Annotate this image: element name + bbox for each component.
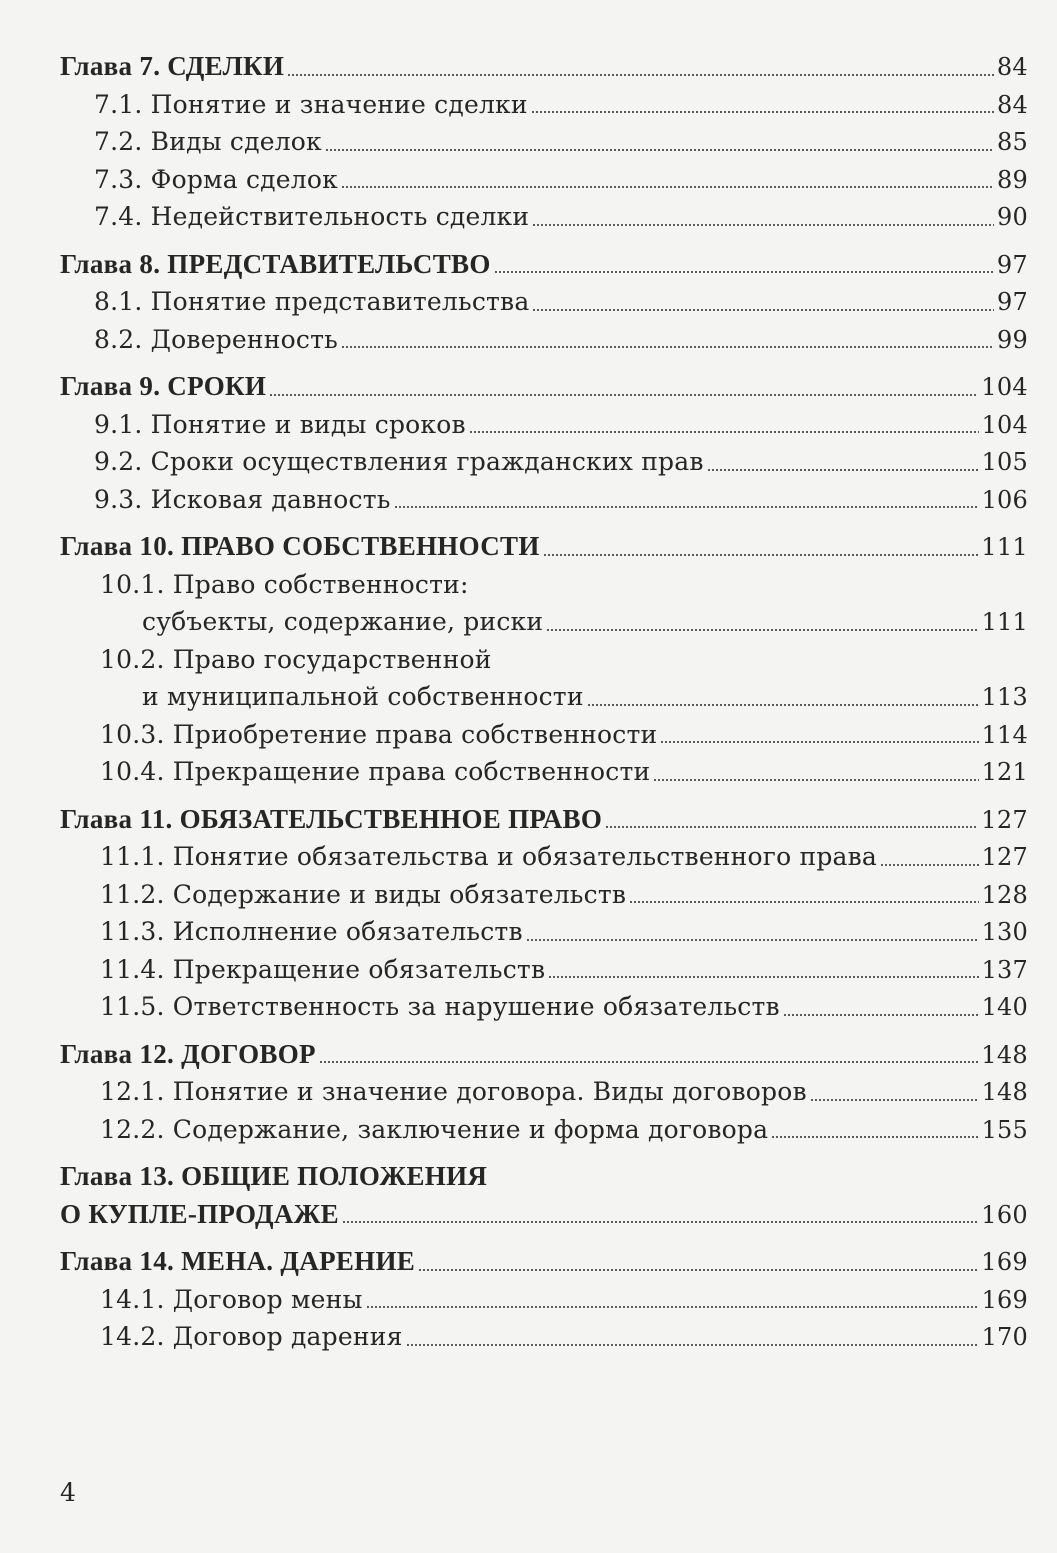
page-ref: 90 [997,203,1028,231]
chapter-heading[interactable] [60,1158,1028,1196]
section-title: 14.2. Договор дарения [100,1322,403,1351]
section-entry[interactable] [60,913,1028,951]
dot-leader [341,186,994,188]
page-ref: 85 [997,128,1028,156]
section-title: 11.1. Понятие обязательства и обязательственного права [100,842,878,871]
chapter-title: Глава 7. СДЕЛКИ [60,51,285,81]
dot-leader [532,309,994,311]
dot-leader [418,1269,978,1271]
dot-leader [605,826,978,828]
section-title: 9.3. Исковая давность [94,484,391,514]
section-entry[interactable] [60,406,1028,444]
page-ref: 128 [981,880,1028,909]
section-title: 10.1. Право собственности: [100,569,469,599]
section-entry[interactable] [60,161,1028,199]
section-title: 10.2. Право государственной [100,644,492,674]
dot-leader [810,1099,979,1101]
section-entry[interactable] [60,481,1028,519]
dot-leader [660,741,978,743]
section-title-cont: и муниципальной собственности [142,682,584,711]
chapter-title: Глава 11. ОБЯЗАТЕЛЬСТВЕННОЕ ПРАВО [60,803,603,834]
dot-leader [319,1061,978,1063]
chapter-14 [60,1243,1028,1356]
chapter-heading[interactable] [60,528,1028,566]
chapter-8 [60,246,1028,359]
chapter-heading[interactable] [60,1243,1028,1281]
chapter-heading[interactable] [60,246,1028,284]
dot-leader [771,1136,978,1138]
chapter-heading[interactable] [60,801,1028,839]
chapter-title: Глава 14. МЕНА. ДАРЕНИЕ [60,1246,416,1276]
page-ref: 84 [997,90,1028,119]
section-title: 11.3. Исполнение обязательств [100,917,523,946]
section-entry[interactable] [60,1318,1028,1356]
page-ref: 111 [981,608,1028,636]
chapter-heading[interactable] [60,1036,1028,1074]
section-entry[interactable] [60,86,1028,124]
page-ref: 148 [981,1078,1028,1106]
section-title: 7.4. Недействительность сделки [94,202,530,231]
dot-leader [366,1306,979,1308]
section-entry[interactable] [60,951,1028,989]
section-entry-continuation[interactable] [60,678,1028,716]
section-title: 9.1. Понятие и виды сроков [94,409,466,439]
dot-leader [707,469,979,471]
section-entry[interactable] [60,753,1028,791]
dot-leader [783,1014,979,1016]
section-title: 14.1. Договор мены [100,1284,363,1314]
page-ref: 89 [997,165,1028,194]
dot-leader [325,149,994,151]
page-ref: 97 [996,250,1028,279]
page-ref: 113 [981,683,1028,711]
page-ref: 148 [981,1040,1028,1069]
page-ref: 106 [981,485,1028,514]
chapter-title: Глава 8. ПРЕДСТАВИТЕЛЬСТВО [60,248,491,279]
dot-leader [469,431,979,433]
section-entry-continuation[interactable] [60,603,1028,641]
section-entry[interactable] [60,443,1028,481]
section-entry[interactable] [60,838,1028,876]
section-title: 10.3. Приобретение права собственности [100,719,658,749]
section-title: 9.2. Сроки осуществления гражданских прав [94,447,704,476]
section-entry[interactable] [60,283,1028,321]
table-of-contents [60,48,1028,1366]
page-ref: 130 [981,918,1028,946]
section-entry[interactable] [60,321,1028,359]
section-title: 8.1. Понятие представительства [94,287,530,316]
dot-leader [548,976,978,978]
chapter-title: Глава 10. ПРАВО СОБСТВЕННОСТИ [60,531,540,561]
dot-leader [587,704,979,706]
section-title: 10.4. Прекращение права собственности [100,757,651,786]
dot-leader [526,939,979,941]
page-ref: 114 [981,720,1028,749]
section-entry[interactable] [60,1281,1028,1319]
page-ref: 111 [981,533,1028,561]
dot-leader [342,1221,978,1223]
page-ref: 140 [981,993,1028,1021]
section-title: 7.2. Виды сделок [94,127,322,156]
section-title: 12.1. Понятие и значение договора. Виды договоров [100,1077,807,1106]
dot-leader [546,629,978,631]
chapter-13 [60,1158,1028,1233]
section-title-cont: субъекты, содержание, риски [142,607,544,636]
chapter-heading[interactable] [60,48,1028,86]
dot-leader [532,224,994,226]
page-ref: 137 [981,955,1028,984]
page-ref: 104 [981,410,1028,439]
page-ref: 97 [997,288,1028,316]
page-ref: 169 [981,1285,1028,1314]
section-entry[interactable] [60,123,1028,161]
page-ref: 127 [981,805,1028,834]
page-ref: 104 [981,373,1028,401]
section-title: 7.1. Понятие и значение сделки [94,89,528,119]
chapter-9 [60,368,1028,518]
section-title: 11.5. Ответственность за нарушение обязательств [100,992,780,1021]
section-title: 7.3. Форма сделок [94,164,338,194]
chapter-heading[interactable] [60,368,1028,406]
section-title: 11.2. Содержание и виды обязательств [100,879,627,909]
chapter-title-cont: О КУПЛЕ-ПРОДАЖЕ [60,1198,339,1229]
section-title: 8.2. Доверенность [94,324,338,354]
dot-leader [287,74,994,76]
chapter-7 [60,48,1028,236]
page-ref: 169 [981,1248,1028,1276]
section-entry[interactable] [60,566,1028,604]
dot-leader [341,346,994,348]
section-entry[interactable] [60,876,1028,914]
dot-leader [543,554,979,556]
dot-leader [494,271,994,273]
page-ref: 121 [981,758,1028,786]
chapter-title: Глава 13. ОБЩИЕ ПОЛОЖЕНИЯ [60,1161,488,1191]
section-title: 11.4. Прекращение обязательств [100,954,546,984]
page-ref: 155 [981,1115,1028,1144]
section-entry[interactable] [60,641,1028,679]
section-entry[interactable] [60,988,1028,1026]
chapter-10 [60,528,1028,791]
page-ref: 127 [981,843,1028,871]
dot-leader [629,901,978,903]
dot-leader [880,864,979,866]
section-title: 12.2. Содержание, заключение и форма договора [100,1114,769,1144]
page-ref: 170 [981,1323,1028,1351]
section-entry[interactable] [60,198,1028,236]
page-ref: 99 [997,325,1028,354]
dot-leader [406,1344,979,1346]
dot-leader [394,506,979,508]
chapter-heading-continuation[interactable] [60,1196,1028,1234]
section-entry[interactable] [60,1111,1028,1149]
chapter-11 [60,801,1028,1026]
page-ref: 105 [981,448,1028,476]
page-ref: 160 [981,1200,1028,1229]
chapter-title: Глава 9. СРОКИ [60,371,267,401]
chapter-12 [60,1036,1028,1149]
page-ref: 84 [996,53,1028,81]
section-entry[interactable] [60,716,1028,754]
dot-leader [531,111,994,113]
section-entry[interactable] [60,1073,1028,1111]
dot-leader [269,394,978,396]
dot-leader [653,779,978,781]
page-number: 4 [60,1478,76,1507]
chapter-title: Глава 12. ДОГОВОР [60,1038,316,1069]
